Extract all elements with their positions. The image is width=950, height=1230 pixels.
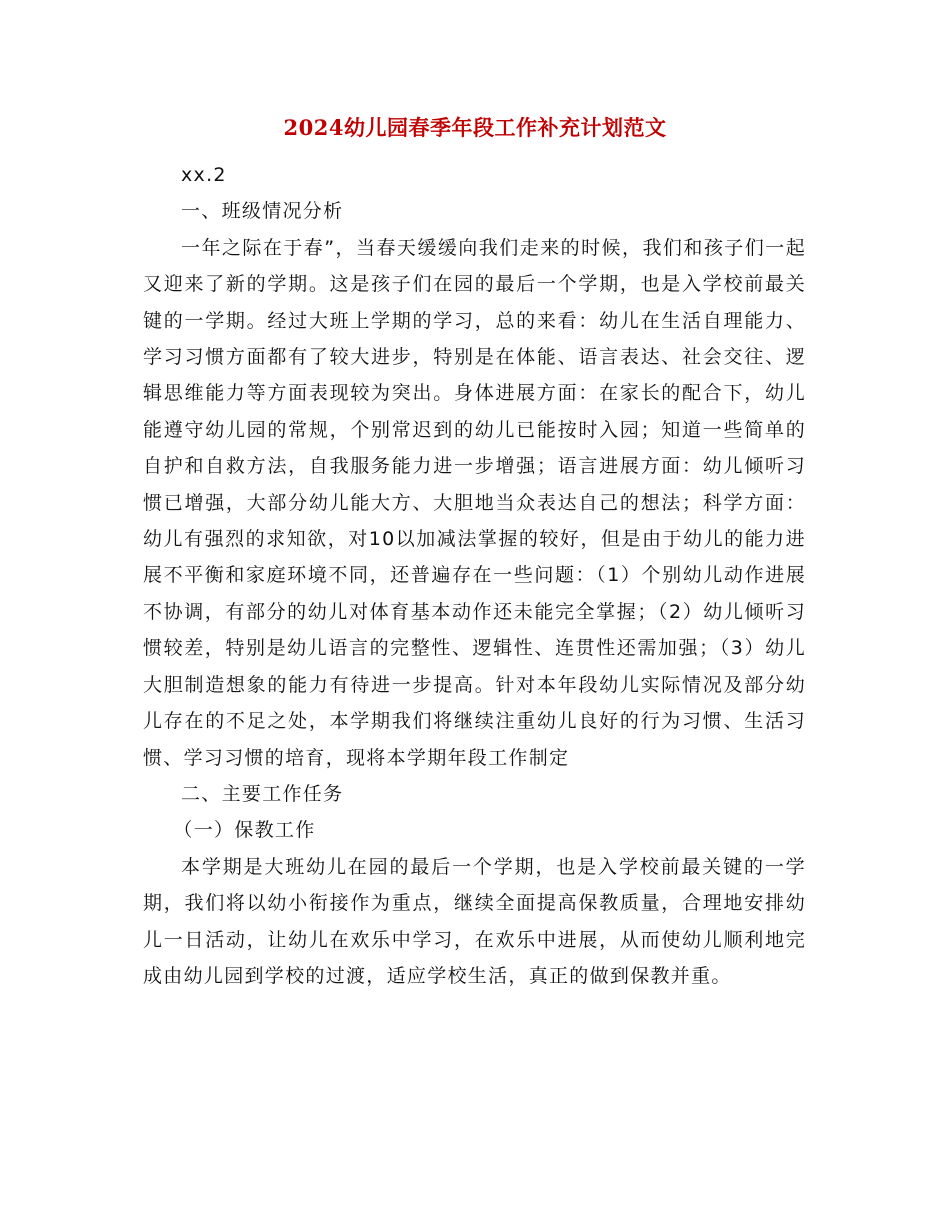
section-heading-class-analysis: 一、班级情况分析 bbox=[181, 200, 344, 223]
date-line: xx.2 bbox=[181, 164, 227, 186]
document-title: 2024幼儿园春季年段工作补充计划范文 bbox=[283, 115, 667, 140]
paragraph-care-education: 本学期是大班幼儿在园的最后一个学期，也是入学校前最关键的一学期，我们将以幼小衔接作为重点，继续全面提高保教质量，合理地安排幼儿一日活动，让幼儿在欢乐中学习，在欢乐中进展，从而使幼儿顺利地完成由幼儿园到学校的过渡，适应学校生活，真正的做到保教并重。 bbox=[143, 855, 806, 987]
document-body bbox=[143, 157, 806, 994]
section-heading-main-tasks: 二、主要工作任务 bbox=[181, 782, 344, 805]
paragraph-class-analysis: 一年之际在于春”，当春天缓缓向我们走来的时候，我们和孩子们一起又迎来了新的学期。这是孩子们在园的最后一个学期，也是入学校前最关键的一学期。经过大班上学期的学习，总的来看：幼儿在生活自理能力、学习习惯方面都有了较大进步，特别是在体能、语言表达、社会交往、逻辑思维能力等方面表现较为突出。身体进展方面：在家长的配合下，幼儿能遵守幼儿园的常规，个别常迟到的幼儿已能按时入园；知道一些简单的自护和自救方法，自我服务能力进一步增强；语言进展方面：幼儿倾听习惯已增强，大部分幼儿能大方、大胆地当众表达自己的想法；科学方面：幼儿有强烈的求知欲，对10以加减法掌握的较好，但是由于幼儿的能力进展不平衡和家庭环境不同，还普遍存在一些问题：（1）个别幼儿动作进展不协调，有部分的幼儿对体育基本动作还未能完全掌握；（2）幼儿倾听习惯较差，特别是幼儿语言的完整性、逻辑性、连贯性还需加强；（3）幼儿大胆制造想象的能力有待进一步提高。针对本年段幼儿实际情况及部分幼儿存在的不足之处，本学期我们将继续注重幼儿良好的行为习惯、生活习惯、学习习惯的培育，现将本学期年段工作制定 bbox=[143, 236, 806, 769]
subsection-heading-care-education: （一）保教工作 bbox=[173, 819, 316, 842]
